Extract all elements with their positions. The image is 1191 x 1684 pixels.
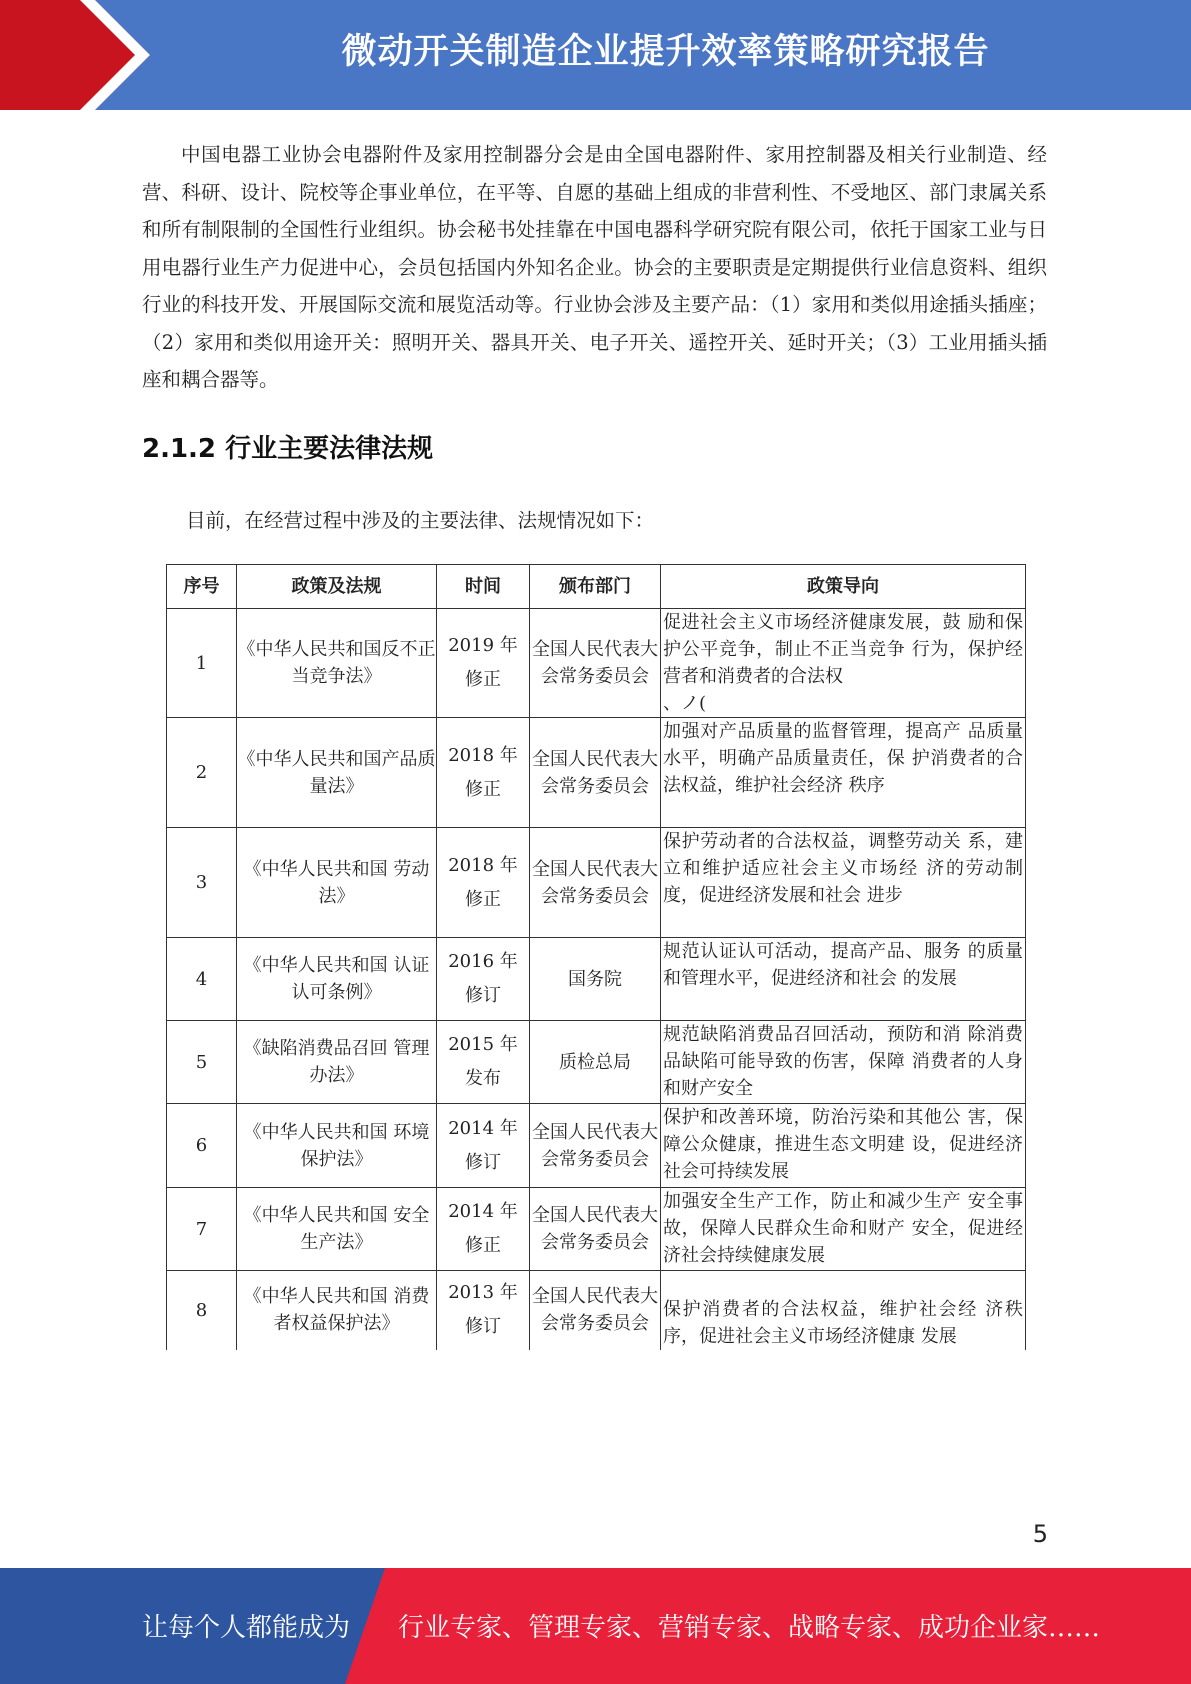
row-dept: 全国人民代表大会常务委员会 [530, 1104, 661, 1188]
row-no: 5 [167, 1021, 237, 1104]
page-number: 5 [1032, 1520, 1048, 1548]
row-action: 修订 [465, 1151, 501, 1173]
row-dept: 全国人民代表大会常务委员会 [530, 609, 661, 718]
row-guide-text: 保护劳动者的合法权益，调整劳动关 系，建立和维护适应社会主义市场经 济的劳动制度，促进经济发展和社会 进步 [663, 831, 1023, 906]
row-year: 2018 年 [448, 744, 518, 766]
row-guide [661, 938, 1026, 1021]
row-dept: 全国人民代表大会常务委员会 [530, 828, 661, 938]
row-dept: 质检总局 [530, 1021, 661, 1104]
row-guide-text: 保护消费者的合法权益，维护社会经 济秩序，促进社会主义市场经济健康 发展 [663, 1298, 1023, 1347]
row-action: 修正 [465, 1235, 501, 1256]
row-dept: 全国人民代表大会常务委员会 [530, 1271, 661, 1350]
row-action: 修订 [465, 1316, 501, 1338]
row-year: 2016 年 [448, 951, 518, 972]
row-year: 2013 年 [448, 1282, 518, 1304]
row-law: 《中华人民共和国 安全生产法》 [237, 1188, 437, 1271]
row-guide-text: 促进社会主义市场经济健康发展，鼓 励和保护公平竞争，制止不正当竞争 行为，保护经营者和消费者的合法权 [663, 612, 1023, 687]
row-guide-text: 保护和改善环境，防治污染和其他公 害，保障公众健康，推进生态文明建 设，促进经济社会可持续发展 [663, 1107, 1023, 1182]
table-row [167, 938, 1026, 1021]
header-no: 序号 [167, 565, 237, 609]
row-guide [661, 828, 1026, 938]
row-time [437, 1271, 530, 1350]
row-guide-extra: 、ノ( [663, 693, 707, 714]
row-guide [661, 1104, 1026, 1188]
footer-bar [0, 1568, 1191, 1684]
row-action: 修正 [465, 888, 501, 910]
body-paragraph: 中国电器工业协会电器附件及家用控制器分会是由全国电器附件、家用控制器及相关行业制造、经营、科研、设计、院校等企事业单位，在平等、自愿的基础上组成的非营利性、不受地区、部门隶属关系和所有制限制的全国性行业组织。协会秘书处挂靠在中国电器科学研究院有限公司，依托于国家工业与日用电器行业生产力促进中心，会员包括国内外知名企业。协会的主要职责是定期提供行业信息资料、组织行业的科技开发、开展国际交流和展览活动等。行业协会涉及主要产品：（1）家用和类似用途插头插座；（2）家用和类似用途开关：照明开关、器具开关、电子开关、遥控开关、延时开关；（3）工业用插头插座和耦合器等。 [142, 143, 1047, 391]
row-no: 1 [167, 609, 237, 718]
table-row [167, 828, 1026, 938]
row-law: 《中华人民共和国产品质量法》 [237, 718, 437, 828]
row-time [437, 1188, 530, 1271]
row-time [437, 938, 530, 1021]
table-row [167, 1021, 1026, 1104]
row-year: 2018 年 [448, 854, 518, 876]
row-time [437, 609, 530, 718]
row-time [437, 1104, 530, 1188]
row-law: 《中华人民共和国 环境保护法》 [237, 1104, 437, 1188]
row-law: 《中华人民共和国 认证认可条例》 [237, 938, 437, 1021]
row-year: 2015 年 [448, 1034, 518, 1055]
footer-slogan-right: 行业专家、管理专家、营销专家、战略专家、成功企业家…… [398, 1613, 1101, 1643]
table-header-row [167, 565, 1026, 609]
row-no: 7 [167, 1188, 237, 1271]
row-no: 6 [167, 1104, 237, 1188]
header-dept: 颁布部门 [530, 565, 661, 609]
row-law: 《中华人民共和国 劳动法》 [237, 828, 437, 938]
row-action: 修正 [465, 669, 501, 690]
row-no: 4 [167, 938, 237, 1021]
row-guide-text: 规范认证认可活动，提高产品、服务 的质量和管理水平，促进经济和社会 的发展 [663, 941, 1023, 989]
table-row [167, 609, 1026, 718]
row-no: 3 [167, 828, 237, 938]
row-law: 《缺陷消费品召回 管理办法》 [237, 1021, 437, 1104]
table-row [167, 718, 1026, 828]
row-action: 修订 [465, 985, 501, 1006]
row-year: 2014 年 [448, 1117, 518, 1139]
row-time [437, 718, 530, 828]
row-guide-text: 规范缺陷消费品召回活动，预防和消 除消费品缺陷可能导致的伤害，保障 消费者的人身和财产安全 [663, 1024, 1023, 1099]
row-guide-text: 加强安全生产工作，防止和减少生产 安全事故，保障人民群众生命和财产 安全，促进经济社会持续健康发展 [663, 1191, 1023, 1266]
table-row [167, 1104, 1026, 1188]
table-intro: 目前，在经营过程中涉及的主要法律、法规情况如下： [186, 509, 655, 532]
header-law: 政策及法规 [237, 565, 437, 609]
row-law: 《中华人民共和国反不正当竞争法》 [237, 609, 437, 718]
row-no: 8 [167, 1271, 237, 1350]
row-guide-text: 加强对产品质量的监督管理，提高产 品质量水平，明确产品质量责任，保 护消费者的合法权益，维护社会经济 秩序 [663, 721, 1023, 796]
header-bar [0, 0, 1191, 110]
row-guide [661, 1021, 1026, 1104]
row-dept: 全国人民代表大会常务委员会 [530, 718, 661, 828]
report-title: 微动开关制造企业提升效率策略研究报告 [341, 32, 990, 72]
row-guide [661, 1188, 1026, 1271]
row-year: 2014 年 [448, 1201, 518, 1222]
row-dept: 国务院 [530, 938, 661, 1021]
header-guide: 政策导向 [661, 565, 1026, 609]
header-arrow-decoration [0, 0, 150, 110]
header-time: 时间 [437, 565, 530, 609]
row-time [437, 1021, 530, 1104]
table-row [167, 1188, 1026, 1271]
row-year: 2019 年 [448, 635, 518, 656]
row-law: 《中华人民共和国 消费者权益保护法》 [237, 1271, 437, 1350]
table-row [167, 1271, 1026, 1350]
row-action: 修正 [465, 778, 501, 800]
row-time [437, 828, 530, 938]
laws-table [166, 564, 1026, 1350]
row-guide [661, 609, 1026, 718]
row-guide [661, 718, 1026, 828]
row-no: 2 [167, 718, 237, 828]
row-action: 发布 [465, 1068, 501, 1089]
row-dept: 全国人民代表大会常务委员会 [530, 1188, 661, 1271]
section-heading: 2.1.2 行业主要法律法规 [142, 434, 434, 464]
footer-slogan-left: 让每个人都能成为 [142, 1613, 351, 1643]
row-guide [661, 1271, 1026, 1350]
